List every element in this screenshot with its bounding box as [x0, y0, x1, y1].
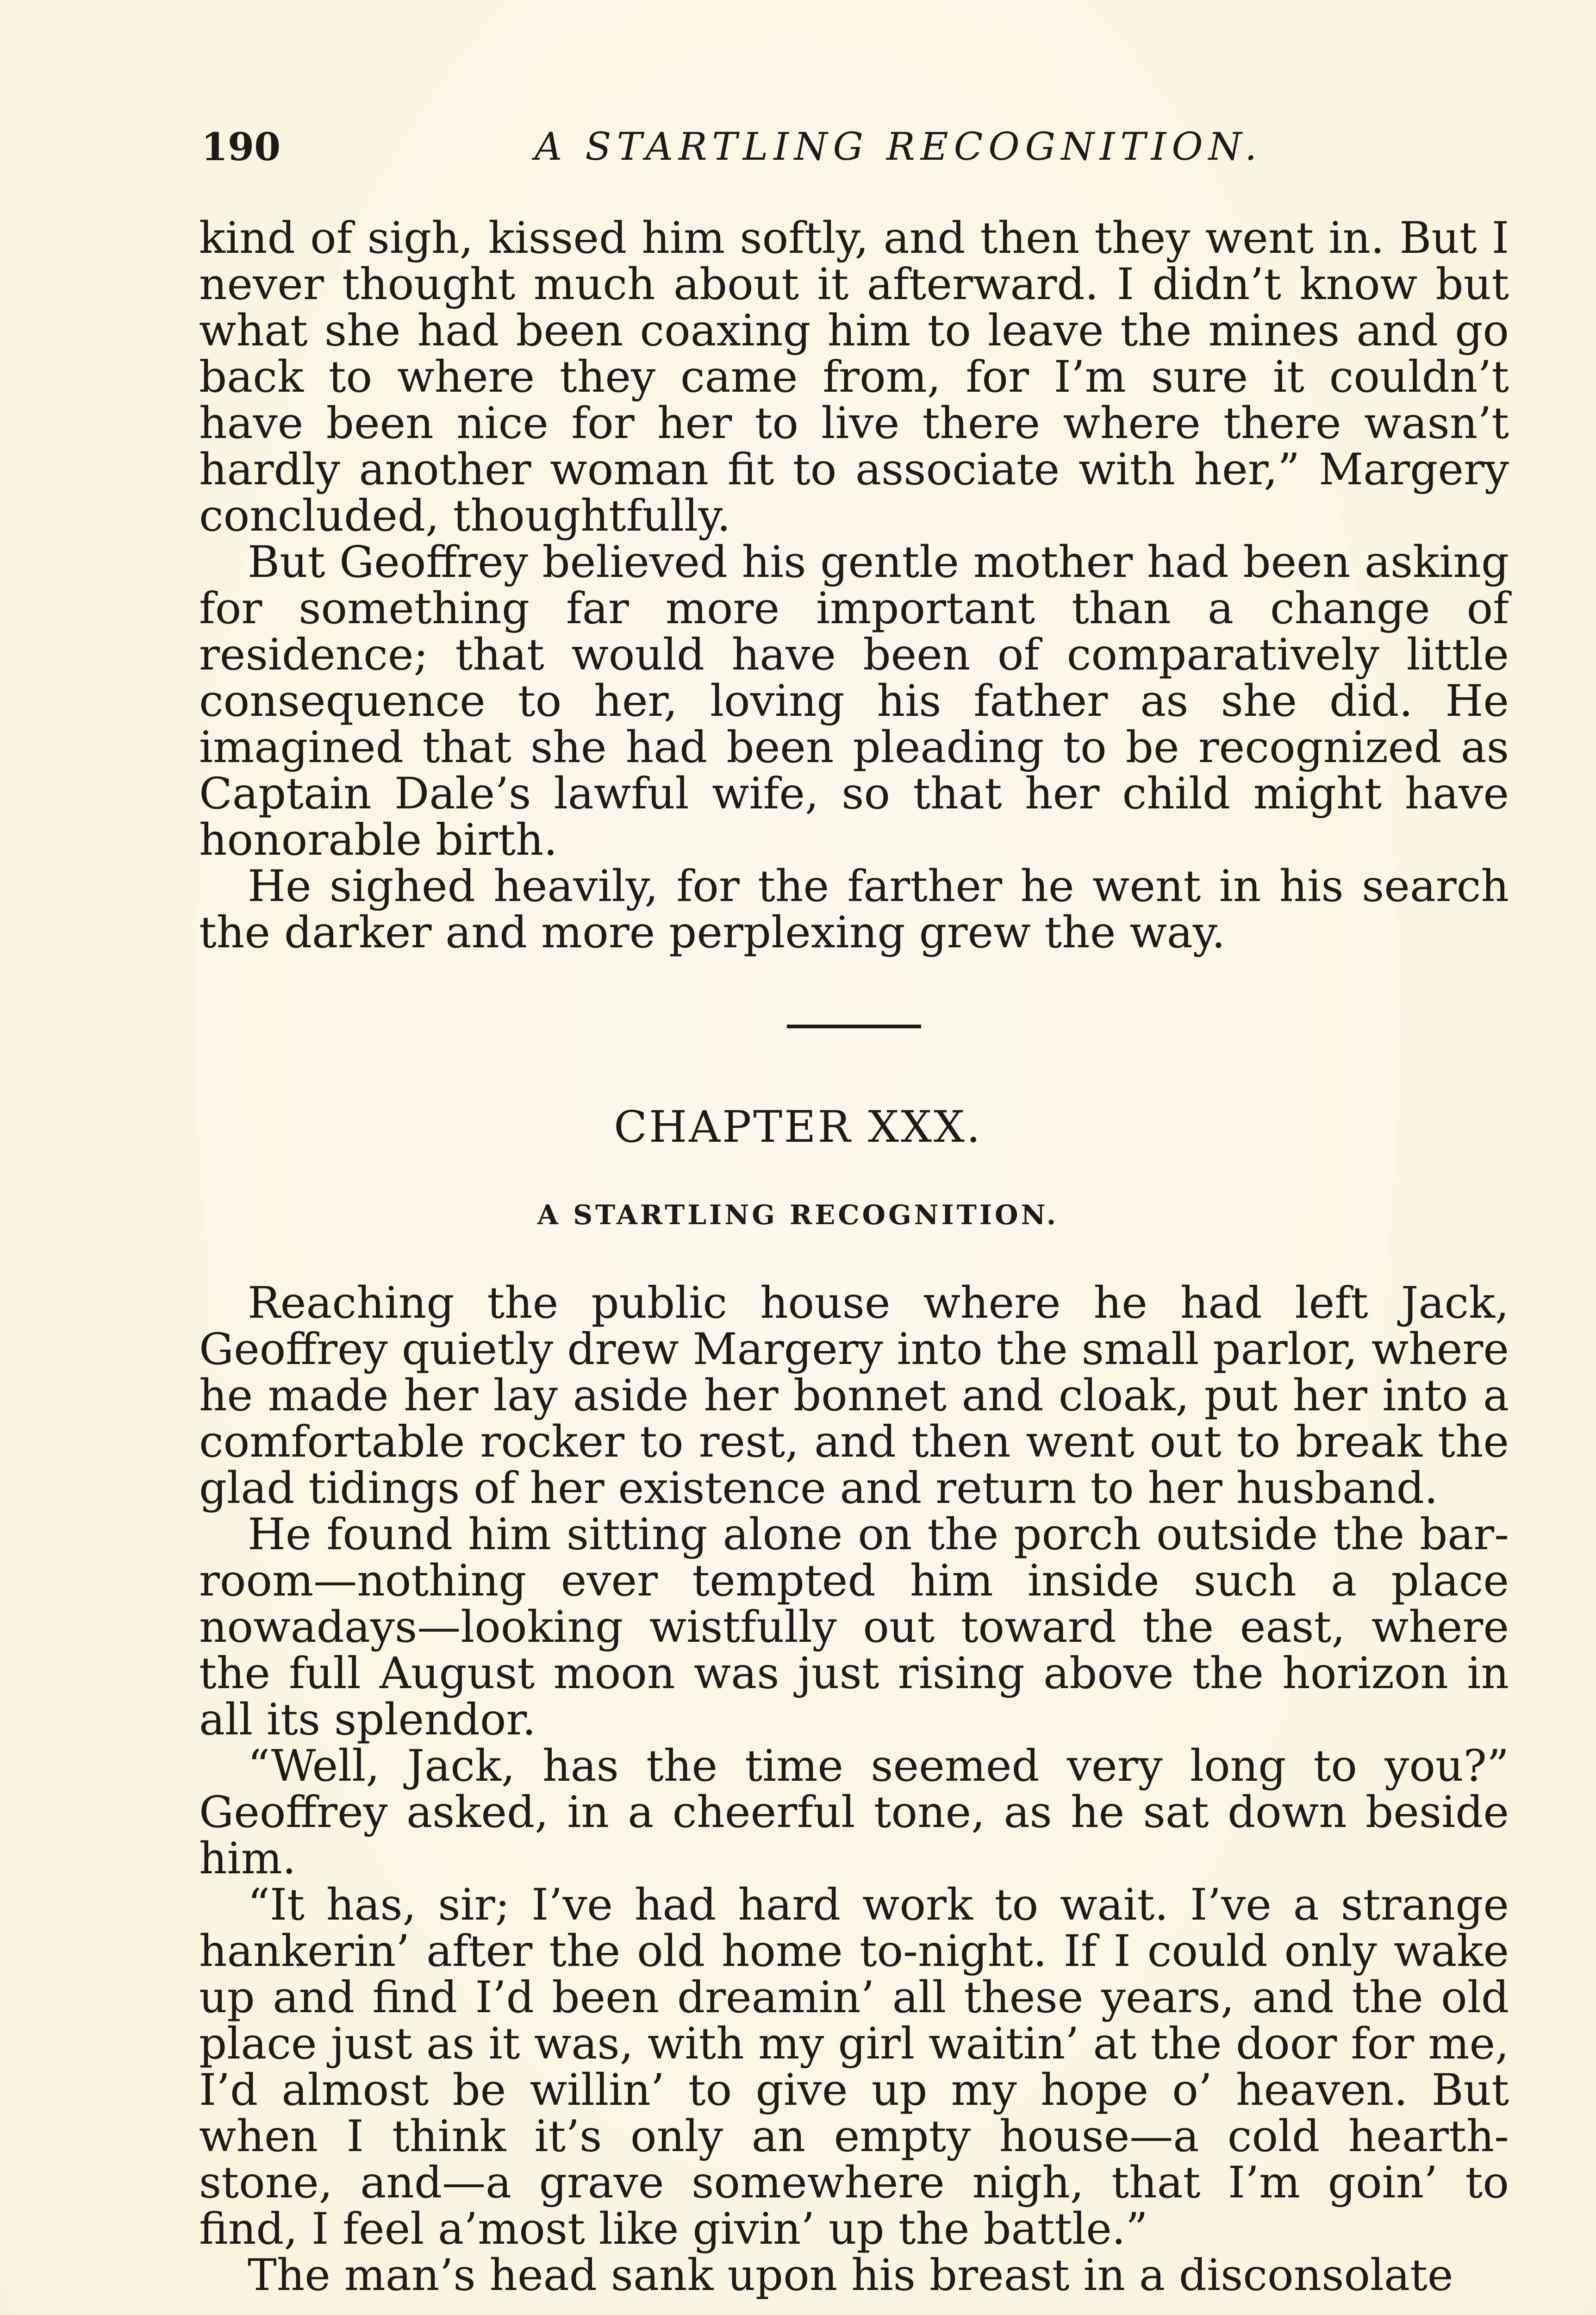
- paragraph: kind of sigh, kissed him softly, and then they went in. But I never thought much about it afterward. I didn’t know but what she had been coaxing him to leave the mines and go back to where they came from, for I’m sure it couldn’t have been nice for her to live there where there wasn’t hardly another woman fit to associate with her,” Margery concluded, thoughtfully.: [199, 213, 1509, 541]
- preceding-chapter-text: [199, 215, 1509, 956]
- chapter-title: CHAPTER XXX.: [614, 1102, 982, 1152]
- running-head: A STARTLING RECOGNITION.: [535, 125, 1263, 169]
- paragraph: He found him sitting alone on the porch outside the bar-room—nothing ever tempted him inside such a place nowadays—looking wistfully out toward the east, where the full August moon was just rising above the horizon in all its splendor.: [199, 1509, 1509, 1745]
- section-divider: [787, 1025, 921, 1028]
- page-header: [201, 125, 1511, 176]
- paragraph: The man’s head sank upon his breast in a disconsolate: [248, 2250, 1453, 2301]
- paragraph: He sighed heavily, for the farther he went in his search the darker and more perplexing grew the way.: [199, 861, 1509, 958]
- paragraph: Reaching the public house where he had left Jack, Geoffrey quietly drew Margery into the small parlor, where he made her lay aside her bonnet and cloak, put her into a comfortable rocker to rest, and then went out to break the glad tidings of her existence and return to her husband.: [199, 1278, 1509, 1514]
- page-number: 190: [201, 125, 281, 169]
- paragraph: But Geoffrey believed his gentle mother had been asking for something far more important than a change of residence; that would have been of comparatively little consequence to her, loving his father as she did. He imagined that she had been pleading to be recognized as Captain Dale’s lawful wife, so that her child might have honorable birth.: [199, 537, 1509, 865]
- chapter-body-text: [199, 1280, 1509, 2299]
- paragraph: “It has, sir; I’ve had hard work to wait. I’ve a strange hankerin’ after the old home to-night. If I could only wake up and find I’d been dreamin’ all these years, and the old place just as it was, with my girl waitin’ at the door for me, I’d almost be willin’ to give up my hope o’ heaven. But when I think it’s only an empty house—a cold hearth-stone, and—a grave somewhere nigh, that I’m goin’ to find, I feel a’most like givin’ up the battle.”: [199, 1880, 1509, 2254]
- paragraph: “Well, Jack, has the time seemed very long to you?” Geoffrey asked, in a cheerful tone, as he sat down beside him.: [199, 1741, 1509, 1884]
- chapter-subtitle: A STARTLING RECOGNITION.: [537, 1199, 1059, 1231]
